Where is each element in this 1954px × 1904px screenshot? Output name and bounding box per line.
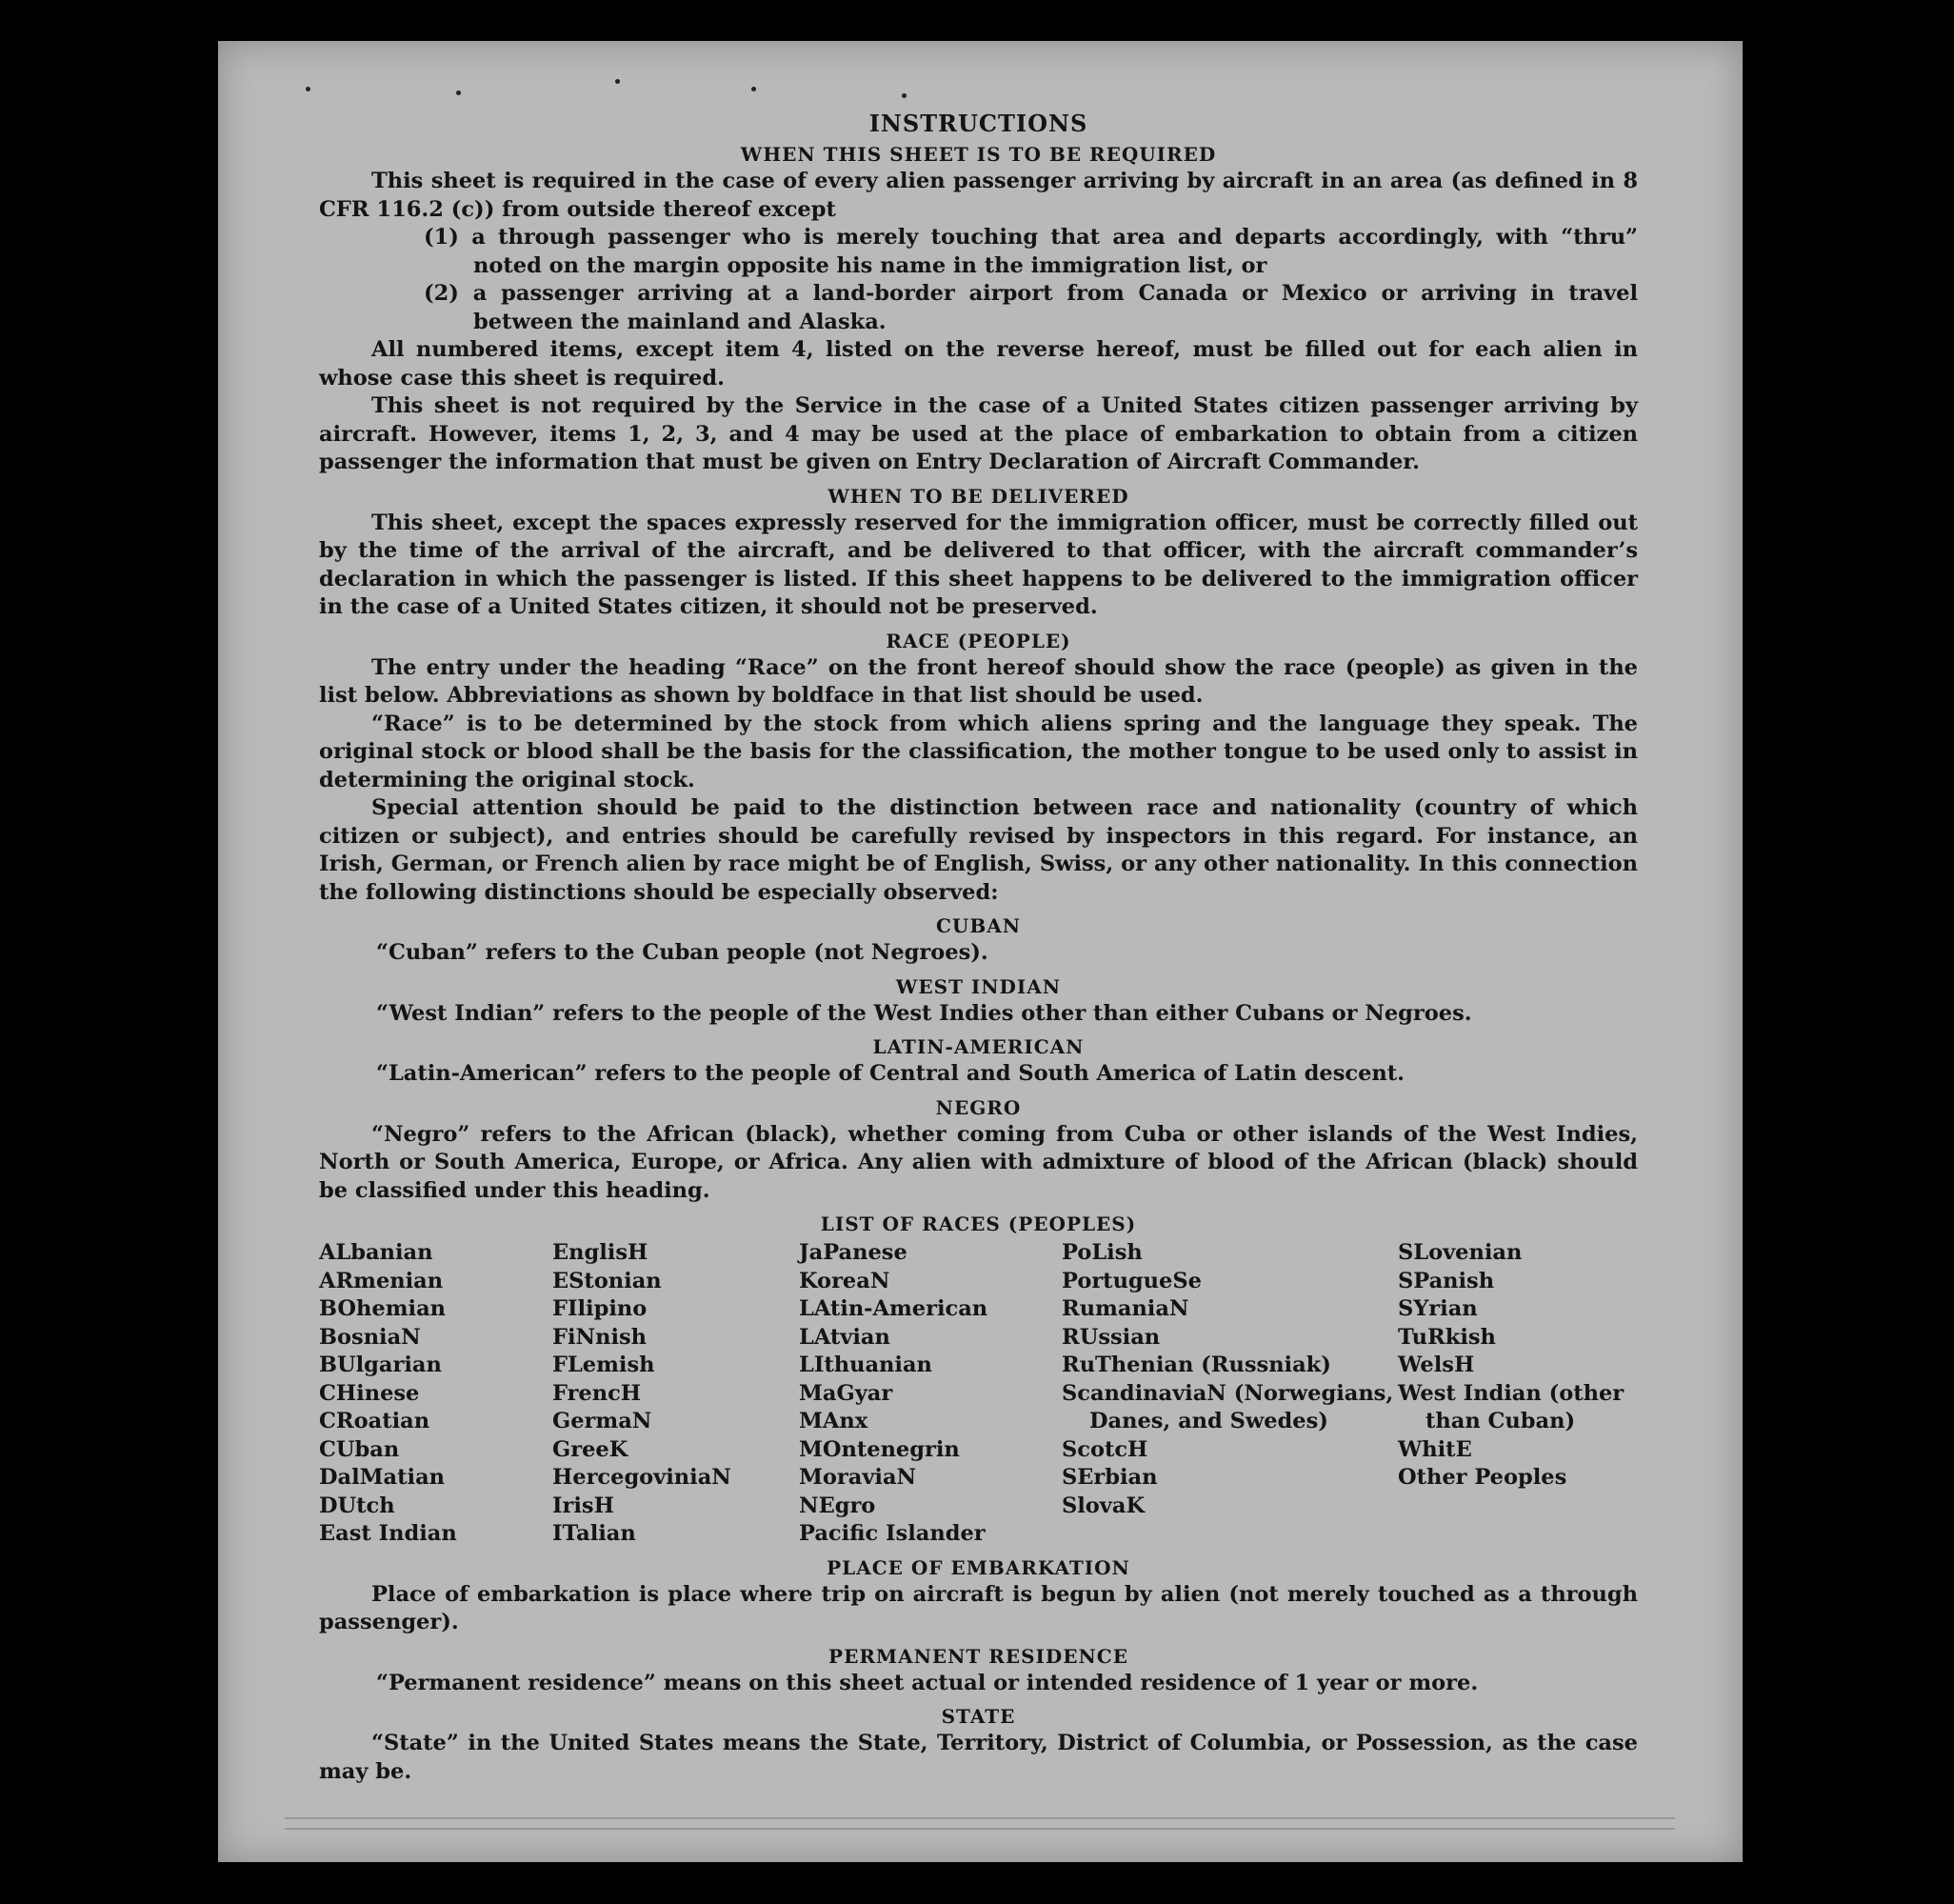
list-item: MaGyar	[799, 1380, 893, 1406]
instructions-body	[319, 110, 1638, 1786]
heading-state: STATE	[941, 1705, 1016, 1728]
speck	[902, 93, 907, 98]
list-item: EStonian	[552, 1268, 662, 1293]
heading-list-of-races: LIST OF RACES (PEOPLES)	[820, 1213, 1137, 1235]
list-item: FrencH	[552, 1380, 642, 1406]
list-item: CRoatian	[319, 1409, 430, 1433]
list-item: SYrian	[1398, 1296, 1478, 1321]
list-item: IrisH	[552, 1493, 614, 1518]
list-item: FiNnish	[552, 1324, 648, 1350]
list-item: DalMatian	[319, 1465, 446, 1490]
heading-west-indian: WEST INDIAN	[895, 974, 1062, 998]
list-item: LAtin-American	[799, 1296, 988, 1321]
list-item: HercegoviniaN	[552, 1465, 731, 1490]
list-item: Other Peoples	[1398, 1465, 1567, 1490]
paragraph: All numbered items, except item 4, listed on the reverse hereof, must be filled out for each alien in whose case this sheet is required.	[319, 337, 1638, 391]
speck	[456, 90, 461, 95]
list-item: PoLish	[1062, 1240, 1143, 1265]
list-item: MOntenegrin	[799, 1436, 960, 1462]
page-title: INSTRUCTIONS	[868, 110, 1088, 137]
list-item: Pacific Islander	[799, 1521, 986, 1546]
list-item: NEgro	[799, 1493, 876, 1518]
list-item: TuRkish	[1398, 1324, 1496, 1350]
bleed-through-footer	[285, 1809, 1675, 1841]
paragraph: “Permanent residence” means on this sheet actual or intended residence of 1 year or more.	[376, 1670, 1479, 1695]
list-item: ALbanian	[319, 1240, 433, 1265]
list-item: GermaN	[552, 1409, 652, 1433]
paragraph: “State” in the United States means the State, Territory, District of Columbia, or Possession, as the case may be.	[319, 1731, 1638, 1784]
list-item: RUssian	[1062, 1324, 1161, 1350]
list-item: East Indian	[319, 1521, 457, 1546]
race-column-2	[552, 1239, 799, 1549]
list-item: WhitE	[1398, 1436, 1472, 1462]
speck	[751, 87, 756, 91]
speck	[306, 87, 310, 91]
list-item: CHinese	[319, 1380, 420, 1406]
paragraph: “Negro” refers to the African (black), whether coming from Cuba or other islands of the West Indies, North or South America, Europe, or Africa. Any alien with admixture of blood of the African (black) should be classified under this heading.	[319, 1121, 1638, 1203]
race-list	[319, 1239, 1638, 1549]
paragraph: This sheet is required in the case of every alien passenger arriving by aircraft in an area (as defined in 8 CFR 116.2 (c)) from outside thereof except	[319, 169, 1638, 222]
list-item: ScandinaviaN (Norwegians, Danes, and Swedes)	[1062, 1380, 1394, 1433]
list-item: ScotcH	[1062, 1436, 1148, 1462]
list-item: CUban	[319, 1436, 400, 1462]
paragraph: “Latin-American” refers to the people of Central and South America of Latin descent.	[376, 1061, 1405, 1086]
heading-when-required: WHEN THIS SHEET IS TO BE REQUIRED	[740, 143, 1217, 166]
list-item: PortugueSe	[1062, 1268, 1202, 1293]
list-item: West Indian (other than Cuban)	[1398, 1380, 1625, 1433]
race-column-3	[799, 1239, 1062, 1549]
heading-when-delivered: WHEN TO BE DELIVERED	[827, 484, 1129, 508]
document-page	[218, 41, 1743, 1862]
speck	[615, 79, 620, 84]
paragraph: This sheet, except the spaces expressly reserved for the immigration officer, must be correctly filled out by the time of the arrival of the aircraft, and be delivered to that officer, with the aircraft commander’s declaration in which the passenger is listed. If this sheet happens to be delivered to the immigration officer in the case of a United States citizen, it should not be preserved.	[319, 510, 1638, 619]
paragraph: “Race” is to be determined by the stock from which aliens spring and the language they speak. The original stock or blood shall be the basis for the classification, the mother tongue to be used only to assist in determining the original stock.	[319, 711, 1638, 792]
list-item: SlovaK	[1062, 1493, 1146, 1518]
list-item: JaPanese	[799, 1240, 907, 1265]
race-column-1	[319, 1239, 552, 1549]
list-item: SErbian	[1062, 1465, 1158, 1490]
list-item: (1) a through passenger who is merely touching that area and departs accordingly, with “thru” noted on the margin opposite his name in the immigration list, or	[424, 225, 1638, 278]
list-item: ITalian	[552, 1521, 636, 1546]
heading-cuban: CUBAN	[935, 914, 1022, 937]
list-item: KoreaN	[799, 1268, 890, 1293]
list-item: EnglisH	[552, 1240, 648, 1265]
race-column-4	[1062, 1239, 1398, 1549]
heading-race: RACE (PEOPLE)	[886, 629, 1071, 652]
heading-latin-american: LATIN-AMERICAN	[872, 1035, 1085, 1058]
list-item: RumaniaN	[1062, 1296, 1189, 1321]
paragraph: This sheet is not required by the Service in the case of a United States citizen passenger arriving by aircraft. However, items 1, 2, 3, and 4 may be used at the place of embarkation to obtain from a citizen passenger the information that must be given on Entry Declaration of Aircraft Commander.	[319, 393, 1638, 474]
heading-embarkation: PLACE OF EMBARKATION	[827, 1555, 1130, 1579]
list-item: (2) a passenger arriving at a land-border airport from Canada or Mexico or arriving in travel between the mainland and Alaska.	[424, 281, 1638, 334]
heading-negro: NEGRO	[935, 1095, 1022, 1119]
race-column-5	[1398, 1239, 1638, 1549]
list-item: MoraviaN	[799, 1465, 917, 1490]
list-item: FLemish	[552, 1353, 655, 1377]
list-item: BosniaN	[319, 1324, 421, 1350]
list-item: LIthuanian	[799, 1353, 932, 1377]
list-item: BUlgarian	[319, 1353, 442, 1377]
paragraph: Place of embarkation is place where trip on aircraft is begun by alien (not merely touched as a through passenger).	[319, 1581, 1638, 1634]
list-item: ARmenian	[319, 1268, 444, 1293]
list-item: DUtch	[319, 1493, 395, 1518]
list-item: LAtvian	[799, 1324, 890, 1350]
list-item: MAnx	[799, 1409, 868, 1433]
list-item: BOhemian	[319, 1296, 447, 1321]
list-item: SPanish	[1398, 1268, 1495, 1293]
paragraph: The entry under the heading “Race” on the front hereof should show the race (people) as given in the list below. Abbreviations as shown by boldface in that list should be used.	[319, 654, 1638, 708]
list-item: SLovenian	[1398, 1240, 1523, 1265]
list-item: FIlipino	[552, 1296, 648, 1321]
list-item: GreeK	[552, 1436, 628, 1462]
paragraph: “West Indian” refers to the people of the West Indies other than either Cubans or Negroes.	[376, 1000, 1472, 1026]
paragraph: “Cuban” refers to the Cuban people (not Negroes).	[376, 940, 988, 965]
paragraph: Special attention should be paid to the distinction between race and nationality (country of which citizen or subject), and entries should be carefully revised by inspectors in this regard. For instance, an Irish, German, or French alien by race might be of English, Swiss, or any other nationality. In this connection the following distinctions should be especially observed:	[319, 795, 1638, 905]
heading-residence: PERMANENT RESIDENCE	[828, 1644, 1128, 1668]
list-item: RuThenian (Russniak)	[1062, 1353, 1331, 1377]
list-item: WelsH	[1398, 1353, 1475, 1377]
